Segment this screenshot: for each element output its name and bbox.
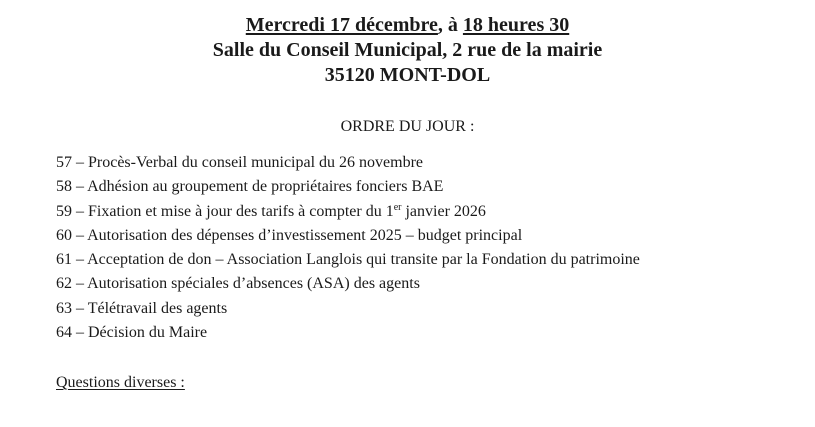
- agenda-item-59-text-end: janvier 2026: [401, 202, 486, 220]
- agenda-item-60: 60 – Autorisation des dépenses d’investissement 2025 – budget principal: [56, 226, 523, 244]
- meeting-time: 18 heures 30: [462, 14, 570, 36]
- agenda-item-59: [56, 202, 640, 226]
- agenda-item-61: 61 – Acceptation de don – Association Langlois qui transite par la Fondation du patrimoine: [56, 251, 640, 269]
- date-separator: , à: [437, 14, 463, 36]
- agenda-item-58: 58 – Adhésion au groupement de propriétaires fonciers BAE: [56, 178, 444, 196]
- agenda-item-57: 57 – Procès-Verbal du conseil municipal du 26 novembre: [56, 154, 424, 171]
- agenda-item-59-text: 59 – Fixation et mise à jour des tarifs à compter du 1: [56, 202, 394, 220]
- meeting-place: Salle du Conseil Municipal, 2 rue de la mairie: [212, 39, 603, 61]
- agenda-item-62: 62 – Autorisation spéciales d’absences (ASA) des agents: [56, 275, 420, 293]
- meeting-date: Mercredi 17 décembre: [245, 14, 438, 36]
- agenda-item-63: 63 – Télétravail des agents: [56, 299, 228, 317]
- agenda-item-64: 64 – Décision du Maire: [56, 324, 208, 342]
- meeting-city: 35120 MONT-DOL: [324, 64, 491, 86]
- agenda-item-59-sup: er: [393, 201, 402, 213]
- questions-diverses: Questions diverses :: [56, 374, 185, 391]
- agenda-list: [56, 153, 640, 347]
- meeting-date-line: [0, 14, 815, 37]
- agenda-title: ORDRE DU JOUR :: [340, 118, 475, 135]
